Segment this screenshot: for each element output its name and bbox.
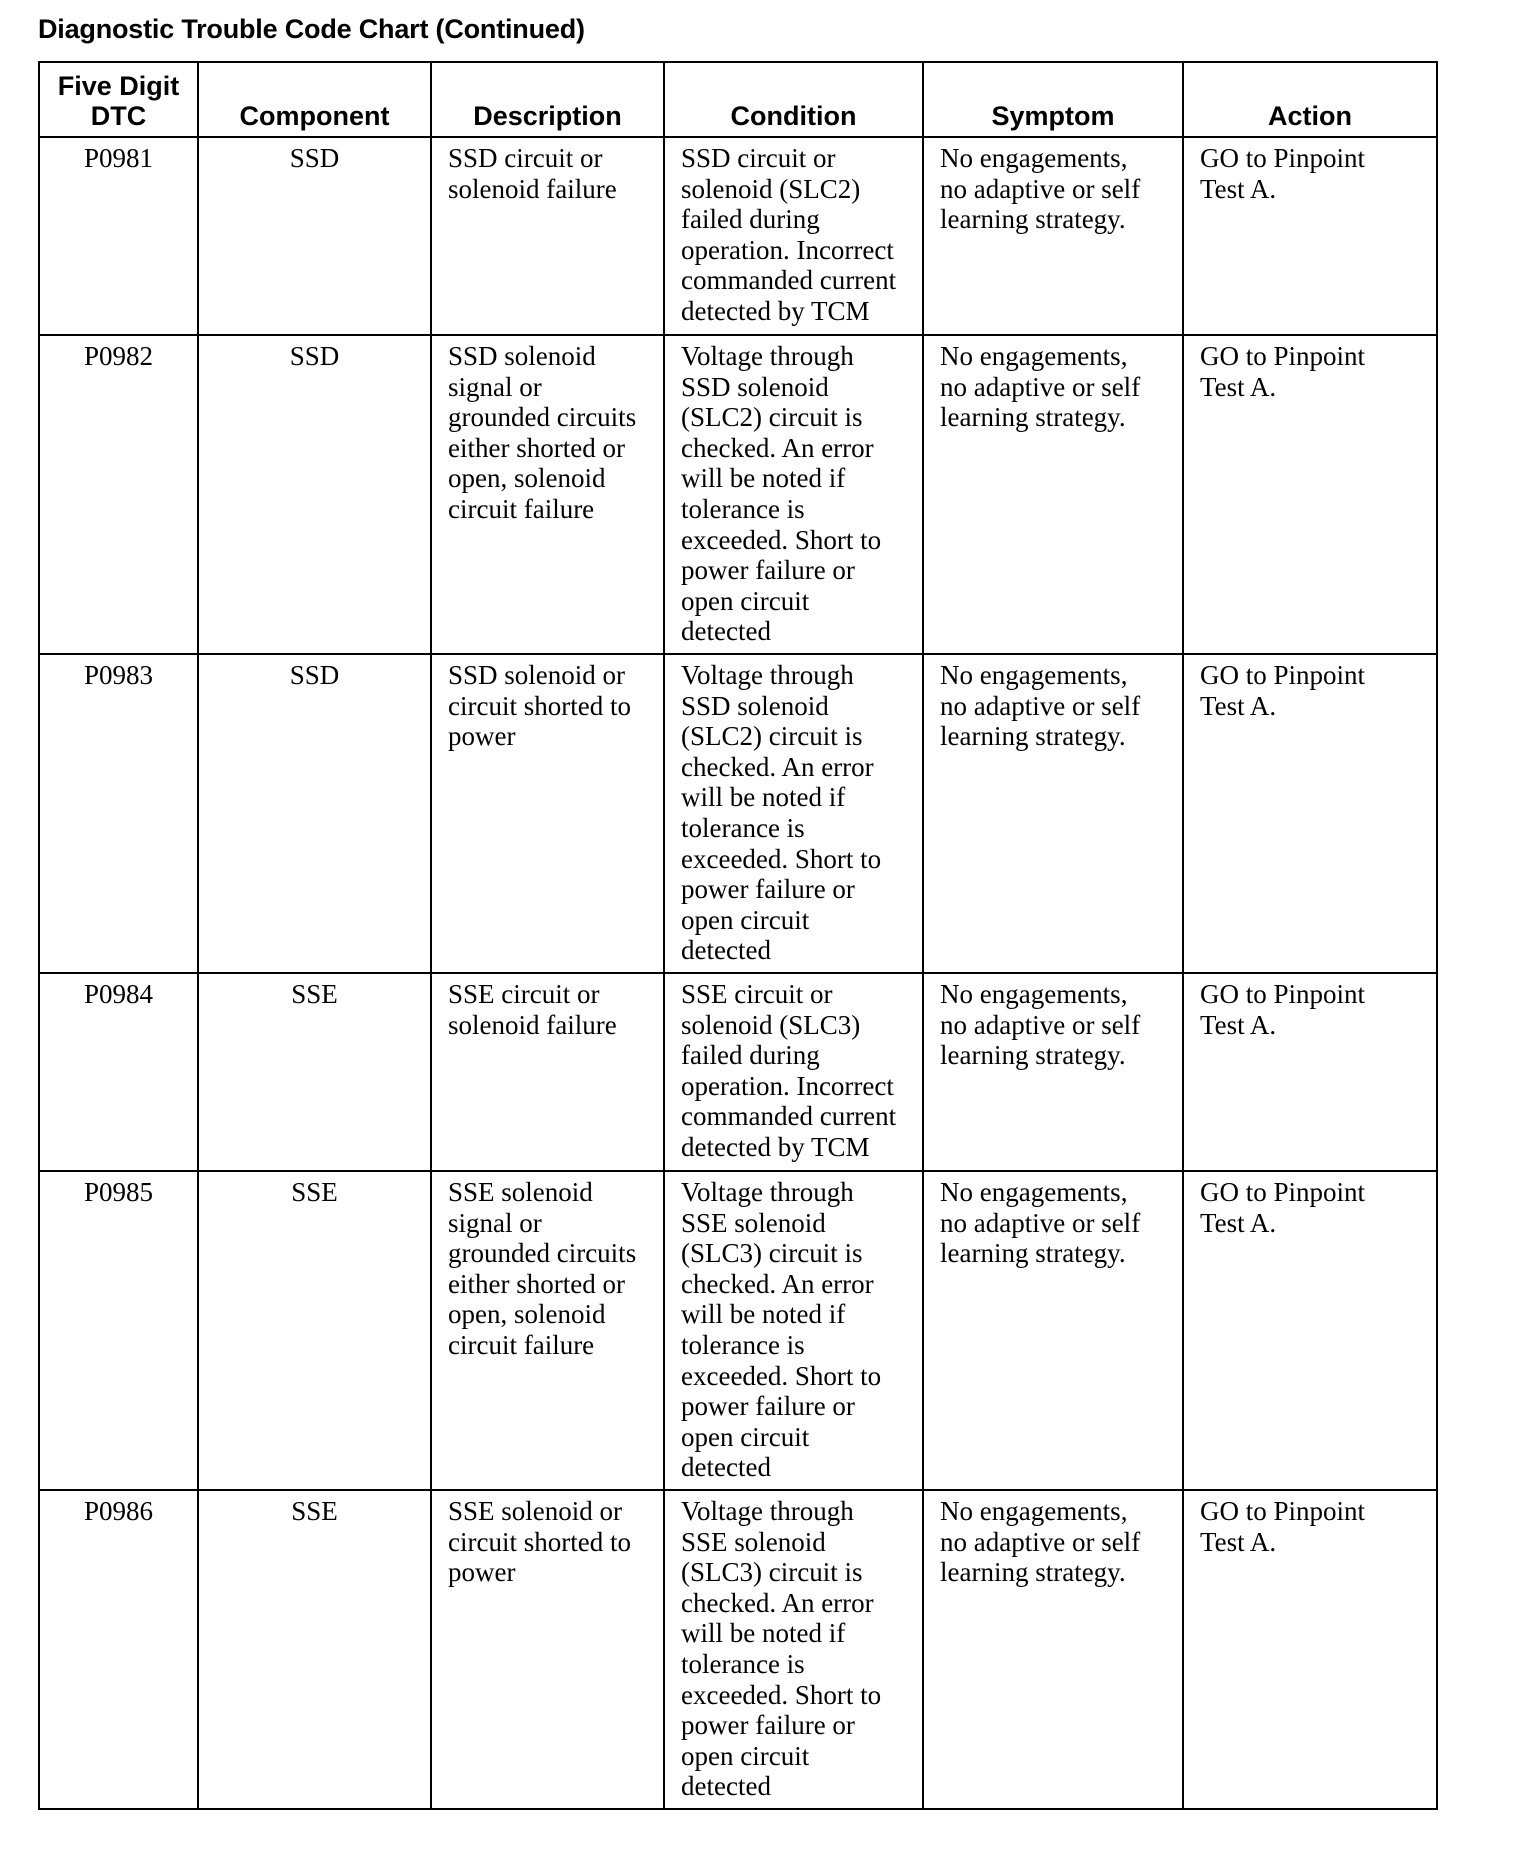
cell-dtc: P0986	[39, 1490, 198, 1809]
cell-symptom: No engagements, no adaptive or self learning strategy.	[923, 1171, 1183, 1490]
header-action: Action	[1183, 62, 1437, 137]
cell-dtc: P0985	[39, 1171, 198, 1490]
cell-condition: Voltage through SSE solenoid (SLC3) circuit is checked. An error will be noted if tolerance is exceeded. Short to power failure or open circuit detected	[664, 1171, 923, 1490]
cell-description: SSE solenoid signal or grounded circuits either shorted or open, solenoid circuit failure	[431, 1171, 664, 1490]
dtc-table	[38, 61, 1438, 1810]
cell-dtc: P0981	[39, 137, 198, 335]
cell-dtc: P0983	[39, 654, 198, 973]
table-row	[39, 973, 1437, 1171]
table-row	[39, 335, 1437, 654]
cell-action: GO to Pinpoint Test A.	[1183, 973, 1437, 1171]
cell-component: SSE	[198, 1490, 431, 1809]
cell-dtc: P0984	[39, 973, 198, 1171]
cell-condition: SSD circuit or solenoid (SLC2) failed during operation. Incorrect commanded current detected by TCM	[664, 137, 923, 335]
header-symptom: Symptom	[923, 62, 1183, 137]
cell-symptom: No engagements, no adaptive or self learning strategy.	[923, 654, 1183, 973]
cell-dtc: P0982	[39, 335, 198, 654]
cell-description: SSE solenoid or circuit shorted to power	[431, 1490, 664, 1809]
cell-component: SSD	[198, 654, 431, 973]
cell-description: SSE circuit or solenoid failure	[431, 973, 664, 1171]
cell-action: GO to Pinpoint Test A.	[1183, 335, 1437, 654]
page-title: Diagnostic Trouble Code Chart (Continued)	[38, 14, 585, 44]
cell-component: SSE	[198, 1171, 431, 1490]
header-description: Description	[431, 62, 664, 137]
header-condition: Condition	[664, 62, 923, 137]
cell-condition: Voltage through SSD solenoid (SLC2) circuit is checked. An error will be noted if tolerance is exceeded. Short to power failure or open circuit detected	[664, 654, 923, 973]
cell-symptom: No engagements, no adaptive or self learning strategy.	[923, 137, 1183, 335]
header-dtc: Five Digit DTC	[39, 62, 198, 137]
cell-condition: Voltage through SSD solenoid (SLC2) circuit is checked. An error will be noted if tolerance is exceeded. Short to power failure or open circuit detected	[664, 335, 923, 654]
cell-component: SSE	[198, 973, 431, 1171]
cell-action: GO to Pinpoint Test A.	[1183, 654, 1437, 973]
table-header-row	[39, 62, 1437, 137]
cell-description: SSD solenoid signal or grounded circuits either shorted or open, solenoid circuit failure	[431, 335, 664, 654]
header-component: Component	[198, 62, 431, 137]
cell-action: GO to Pinpoint Test A.	[1183, 137, 1437, 335]
cell-action: GO to Pinpoint Test A.	[1183, 1171, 1437, 1490]
table-row	[39, 1490, 1437, 1809]
cell-component: SSD	[198, 335, 431, 654]
cell-component: SSD	[198, 137, 431, 335]
cell-description: SSD circuit or solenoid failure	[431, 137, 664, 335]
cell-condition: SSE circuit or solenoid (SLC3) failed during operation. Incorrect commanded current detected by TCM	[664, 973, 923, 1171]
cell-symptom: No engagements, no adaptive or self learning strategy.	[923, 1490, 1183, 1809]
table-row	[39, 137, 1437, 335]
table-row	[39, 654, 1437, 973]
cell-symptom: No engagements, no adaptive or self learning strategy.	[923, 335, 1183, 654]
cell-description: SSD solenoid or circuit shorted to power	[431, 654, 664, 973]
table-row	[39, 1171, 1437, 1490]
cell-symptom: No engagements, no adaptive or self learning strategy.	[923, 973, 1183, 1171]
cell-action: GO to Pinpoint Test A.	[1183, 1490, 1437, 1809]
cell-condition: Voltage through SSE solenoid (SLC3) circuit is checked. An error will be noted if tolerance is exceeded. Short to power failure or open circuit detected	[664, 1490, 923, 1809]
